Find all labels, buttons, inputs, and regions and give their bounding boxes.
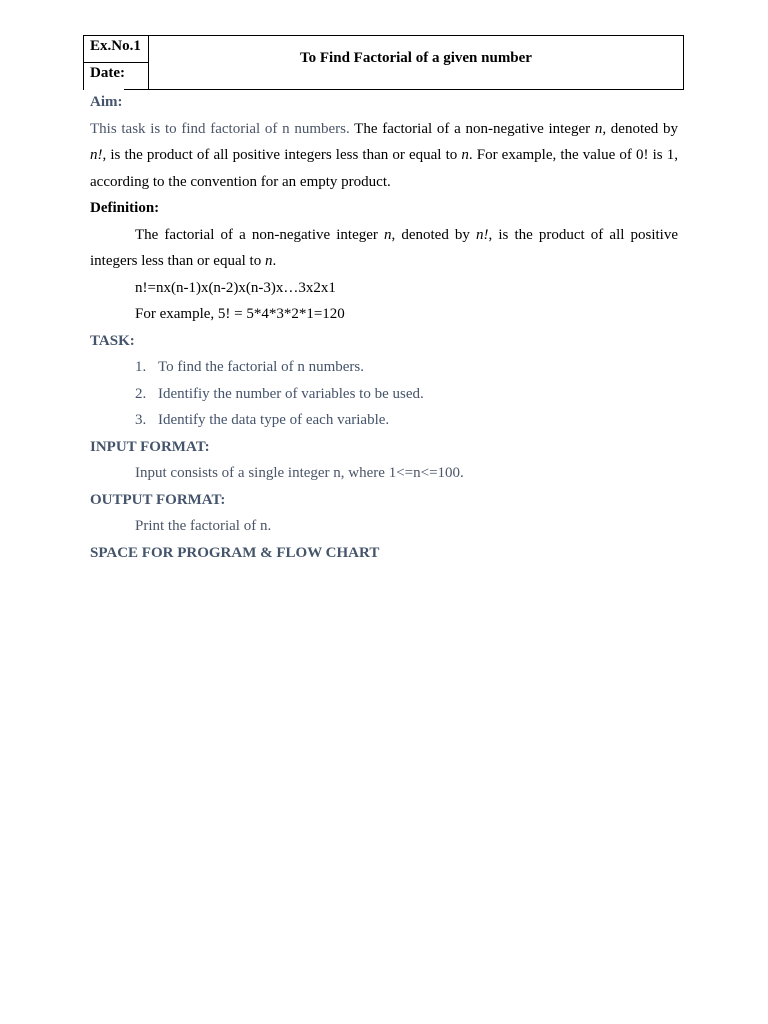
list-item-number: 1.: [135, 359, 147, 375]
list-item-text: To find the factorial of n numbers.: [158, 359, 364, 375]
def-var-nfact: n!: [476, 226, 489, 243]
input-format-text: Input consists of a single integer n, where 1<=n<=100.: [135, 465, 464, 481]
aim-heading: Aim:: [90, 94, 123, 110]
document-body: [90, 89, 678, 566]
exercise-header-table: [83, 35, 684, 90]
input-format-heading: INPUT FORMAT:: [90, 438, 210, 455]
aim-text-3: , is the product of all positive integers less than or equal to: [102, 147, 462, 163]
page-title: To Find Factorial of a given number: [300, 50, 532, 66]
output-format-text: Print the factorial of n.: [135, 518, 272, 534]
factorial-formula: n!=nx(n-1)x(n-2)x(n-3)x…3x2x1: [135, 279, 336, 296]
def-var-n: n: [383, 226, 392, 243]
def-var-n-2: n: [264, 253, 273, 269]
list-item-number: 3.: [135, 412, 147, 428]
header-left-cell: [84, 36, 149, 89]
list-item-number: 2.: [135, 385, 147, 402]
aim-var-n: n: [594, 120, 603, 137]
aim-paragraph: [90, 116, 678, 196]
list-item-text: Identify the data type of each variable.: [158, 412, 390, 428]
aim-text-1: The factorial of a non-negative integer: [349, 120, 595, 137]
definition-heading: Definition:: [90, 200, 160, 216]
aim-var-nfact: n!: [90, 147, 103, 163]
date-label: Date:: [90, 65, 125, 81]
factorial-example: For example, 5! = 5*4*3*2*1=120: [135, 306, 345, 322]
program-space-heading: SPACE FOR PROGRAM & FLOW CHART: [90, 544, 380, 561]
aim-text-4: . For example, the value of 0! is 1, according to the convention for an empty product.: [90, 147, 678, 190]
task-list: [90, 354, 678, 434]
def-text-4: .: [272, 253, 277, 269]
list-item: [135, 354, 678, 381]
aim-text-2: , denoted by: [602, 120, 678, 137]
aim-intro: This task is to find factorial of n numbers.: [90, 120, 350, 137]
task-heading: TASK:: [90, 332, 135, 349]
def-text-1: The factorial of a non-negative integer: [135, 226, 384, 243]
list-item-text: Identifiy the number of variables to be used.: [158, 385, 424, 402]
exercise-number: Ex.No.1: [90, 38, 141, 54]
output-format-heading: OUTPUT FORMAT:: [90, 491, 226, 508]
def-text-3: , is the product of all positive integers less than or equal to: [90, 226, 678, 269]
header-divider: [84, 62, 149, 63]
def-text-2: , denoted by: [391, 226, 477, 243]
list-item: [135, 381, 678, 408]
definition-paragraph: [90, 222, 678, 275]
list-item: [135, 407, 678, 434]
aim-var-n-2: n: [461, 147, 469, 163]
